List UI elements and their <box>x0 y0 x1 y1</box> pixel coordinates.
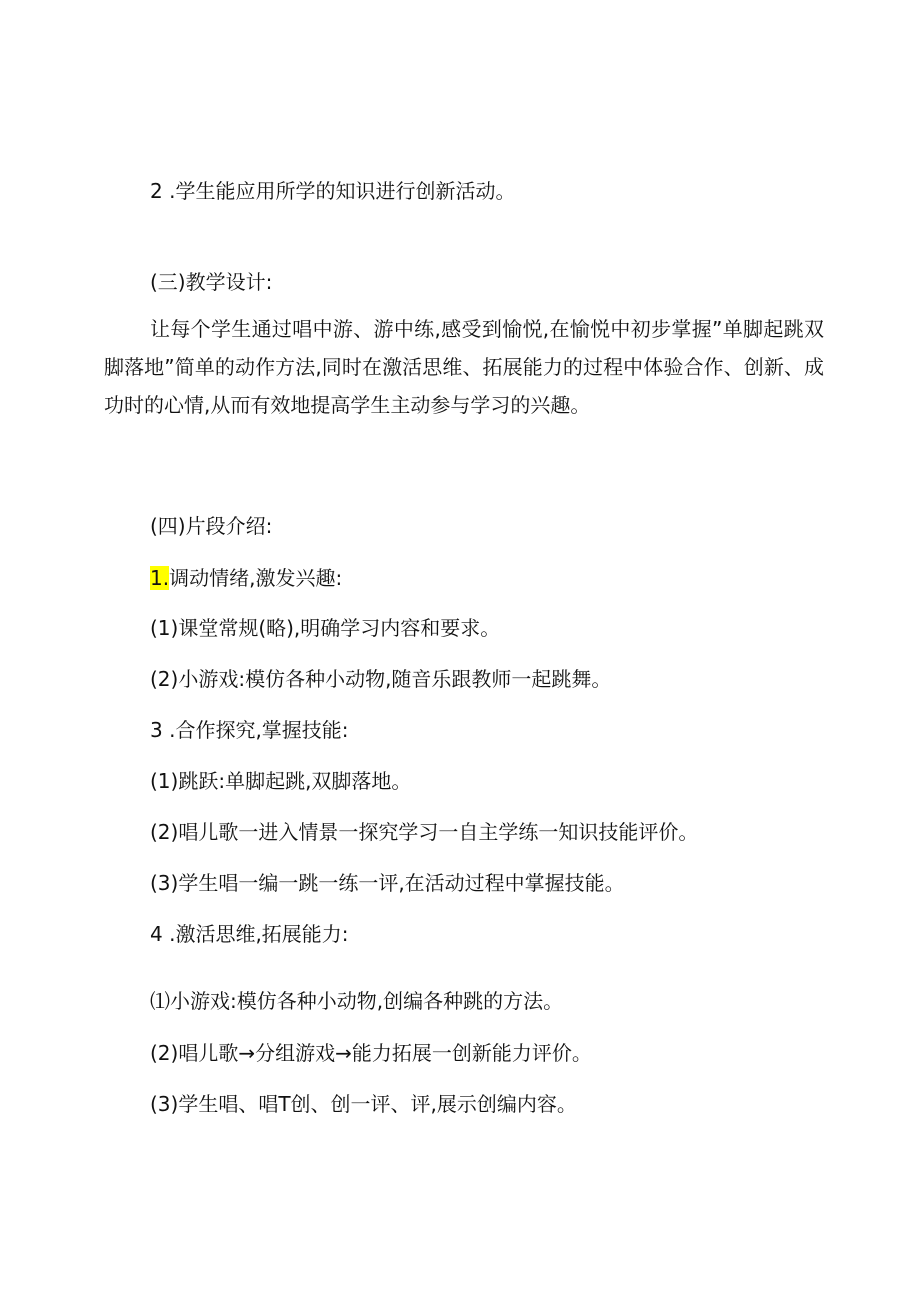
part-3-heading: 3 .合作探究,掌握技能: <box>150 718 349 742</box>
teaching-design-paragraph: 让每个学生通过唱中游、游中练,感受到愉悦,在愉悦中初步掌握”单脚起跳双脚落地”简单的动作方法,同时在激活思维、拓展能力的过程中体验合作、创新、成功时的心情,从而有效地提高学生主动参与学习的兴趣。 <box>104 317 824 417</box>
section-heading-segment-intro: (四)片段介绍: <box>150 514 273 538</box>
part-3-item-1: (1)跳跃:单脚起跳,双脚落地。 <box>150 769 412 793</box>
part-1-heading <box>150 564 342 592</box>
part-4-item-1: ⑴小游戏:模仿各种小动物,创编各种跳的方法。 <box>150 989 564 1013</box>
part-3-item-2: (2)唱儿歌一进入情景一探究学习一自主学练一知识技能评价。 <box>150 820 699 844</box>
part-1-item-2: (2)小游戏:模仿各种小动物,随音乐跟教师一起跳舞。 <box>150 667 612 691</box>
part-3-item-3: (3)学生唱一编一跳一练一评,在活动过程中掌握技能。 <box>150 871 625 895</box>
part-1-item-1: (1)课堂常规(略),明确学习内容和要求。 <box>150 616 501 640</box>
part-1-number-highlight: 1. <box>150 566 170 590</box>
part-4-item-2: (2)唱儿歌→分组游戏→能力拓展一创新能力评价。 <box>150 1041 592 1065</box>
part-4-heading: 4 .激活思维,拓展能力: <box>150 922 349 946</box>
part-1-title: 调动情绪,激发兴趣: <box>169 566 343 590</box>
part-4-item-3: (3)学生唱、唱T创、创一评、评,展示创编内容。 <box>150 1092 577 1116</box>
objective-item-2: 2 .学生能应用所学的知识进行创新活动。 <box>150 179 516 203</box>
section-heading-teaching-design: (三)教学设计: <box>150 270 273 294</box>
